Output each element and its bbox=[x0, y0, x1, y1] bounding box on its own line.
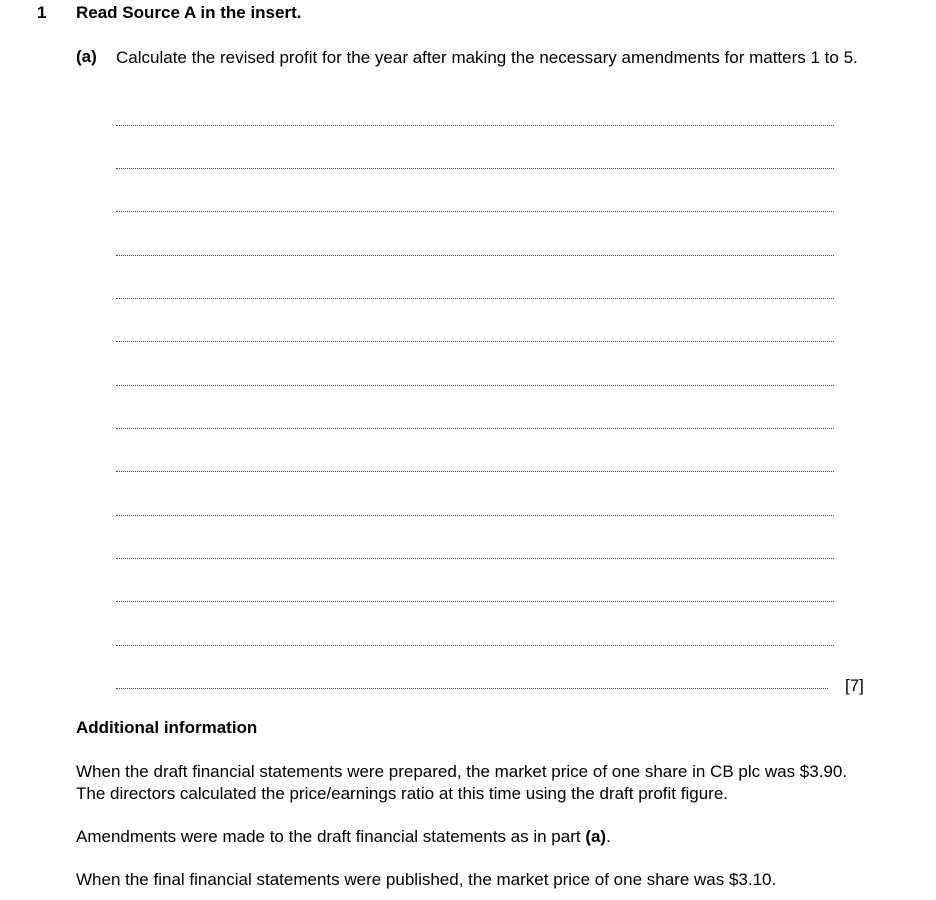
question-number: 1 bbox=[37, 3, 47, 22]
paragraph-amendments bbox=[76, 826, 876, 848]
answer-line[interactable] bbox=[116, 341, 834, 342]
part-label: (a) bbox=[76, 47, 97, 66]
answer-line[interactable] bbox=[116, 298, 834, 299]
answer-line[interactable] bbox=[116, 515, 834, 516]
question-title: Read Source A in the insert. bbox=[76, 3, 302, 22]
answer-line[interactable] bbox=[116, 428, 834, 429]
answer-line[interactable] bbox=[116, 255, 834, 256]
answer-line[interactable] bbox=[116, 645, 834, 646]
answer-line[interactable] bbox=[116, 688, 828, 689]
paragraph-amendments-text: Amendments were made to the draft financial statements as in part bbox=[76, 827, 586, 846]
answer-line[interactable] bbox=[116, 168, 834, 169]
answer-line[interactable] bbox=[116, 125, 834, 126]
part-instruction: Calculate the revised profit for the year after making the necessary amendments for matters 1 to 5. bbox=[116, 48, 858, 67]
answer-line[interactable] bbox=[116, 558, 834, 559]
paragraph-final-price: When the final financial statements were published, the market price of one share was $3.10. bbox=[76, 870, 777, 889]
part-reference: (a) bbox=[585, 827, 607, 846]
marks-indicator: [7] bbox=[845, 676, 864, 695]
answer-line[interactable] bbox=[116, 471, 834, 472]
paragraph-amendments-end: . bbox=[606, 827, 611, 846]
section-heading: Additional information bbox=[76, 718, 258, 737]
answer-line[interactable] bbox=[116, 211, 834, 212]
answer-line[interactable] bbox=[116, 601, 834, 602]
answer-line[interactable] bbox=[116, 385, 834, 386]
paragraph-market-price: When the draft financial statements were prepared, the market price of one share in CB plc was $3.90. The directors calculated the price/earnings ratio at this time using the draft profit figure. bbox=[76, 762, 848, 803]
